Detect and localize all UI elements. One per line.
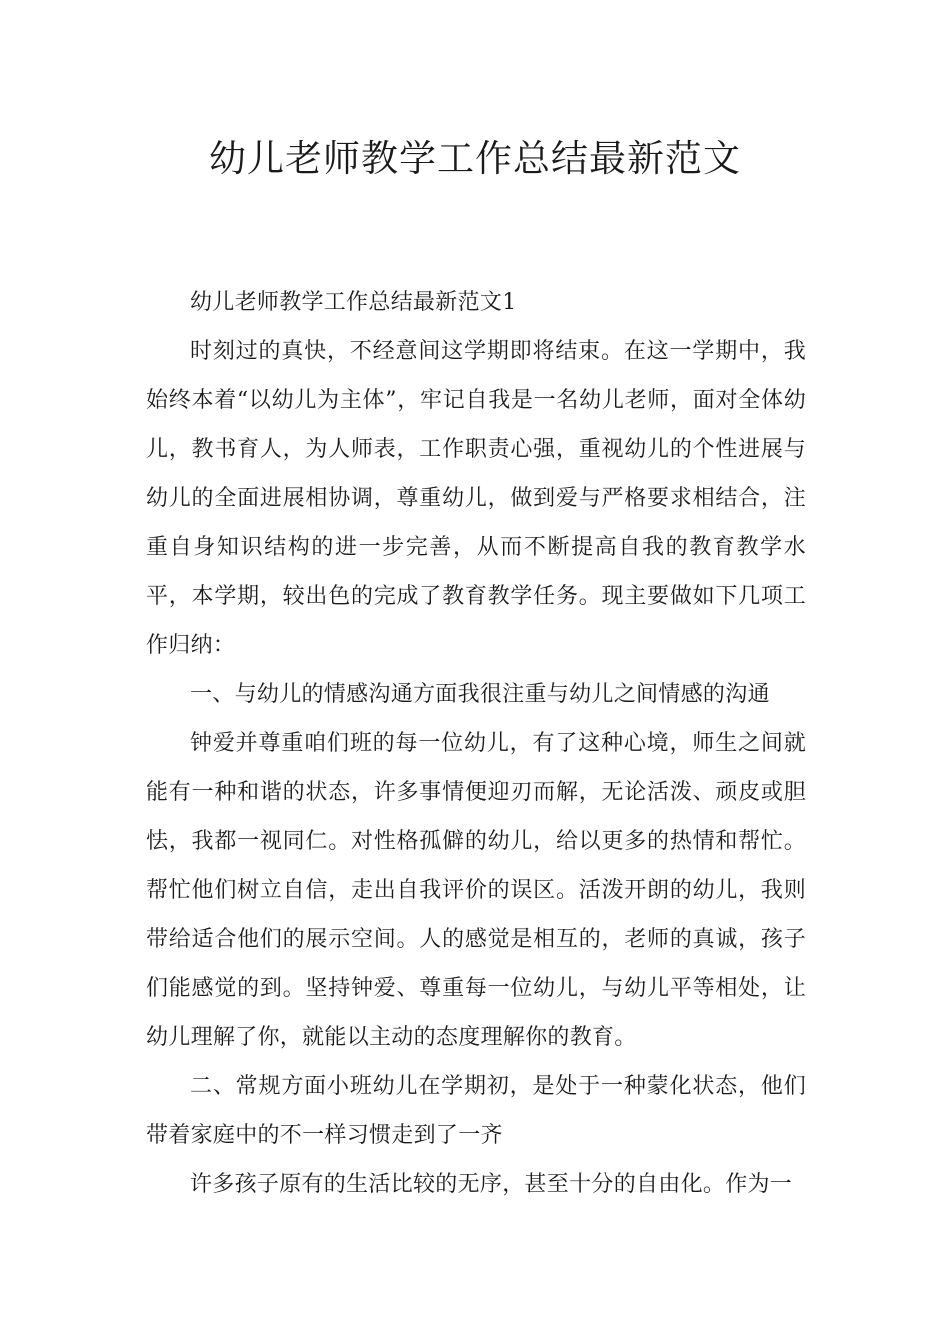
section-heading: 二、常规方面小班幼儿在学期初，是处于一种蒙化状态，他们带着家庭中的不一样习惯走到了一齐 xyxy=(146,1074,806,1148)
section-heading: 幼儿老师教学工作总结最新范文1 xyxy=(190,290,517,315)
body-paragraph: 钟爱并尊重咱们班的每一位幼儿，有了这种心境，师生之间就能有一种和谐的状态，许多事情便迎刃而解，无论活泼、顽皮或胆怯，我都一视同仁。对性格孤僻的幼儿，给以更多的热情和帮忙。帮忙他们树立自信，走出自我评价的误区。活泼开朗的幼儿，我则带给适合他们的展示空间。人的感觉是相互的，老师的真诚，孩子们能感觉的到。坚持钟爱、尊重每一位幼儿，与幼儿平等相处，让幼儿理解了你，就能以主动的态度理解你的教育。 xyxy=(146,731,806,1050)
document-body xyxy=(146,278,806,1209)
section-heading: 一、与幼儿的情感沟通方面我很注重与幼儿之间情感的沟通 xyxy=(190,682,770,707)
body-paragraph: 时刻过的真快，不经意间这学期即将结束。在这一学期中，我始终本着“以幼儿为主体”，牢记自我是一名幼儿老师，面对全体幼儿，教书育人，为人师表，工作职责心强，重视幼儿的个性进展与幼儿的全面进展相协调，尊重幼儿，做到爱与严格要求相结合，注重自身知识结构的进一步完善，从而不断提高自我的教育教学水平，本学期，较出色的完成了教育教学任务。现主要做如下几项工作归纳： xyxy=(146,339,806,658)
body-paragraph: 许多孩子原有的生活比较的无序，甚至十分的自由化。作为一 xyxy=(190,1172,793,1197)
document-title: 幼儿老师教学工作总结最新范文 xyxy=(209,137,741,180)
